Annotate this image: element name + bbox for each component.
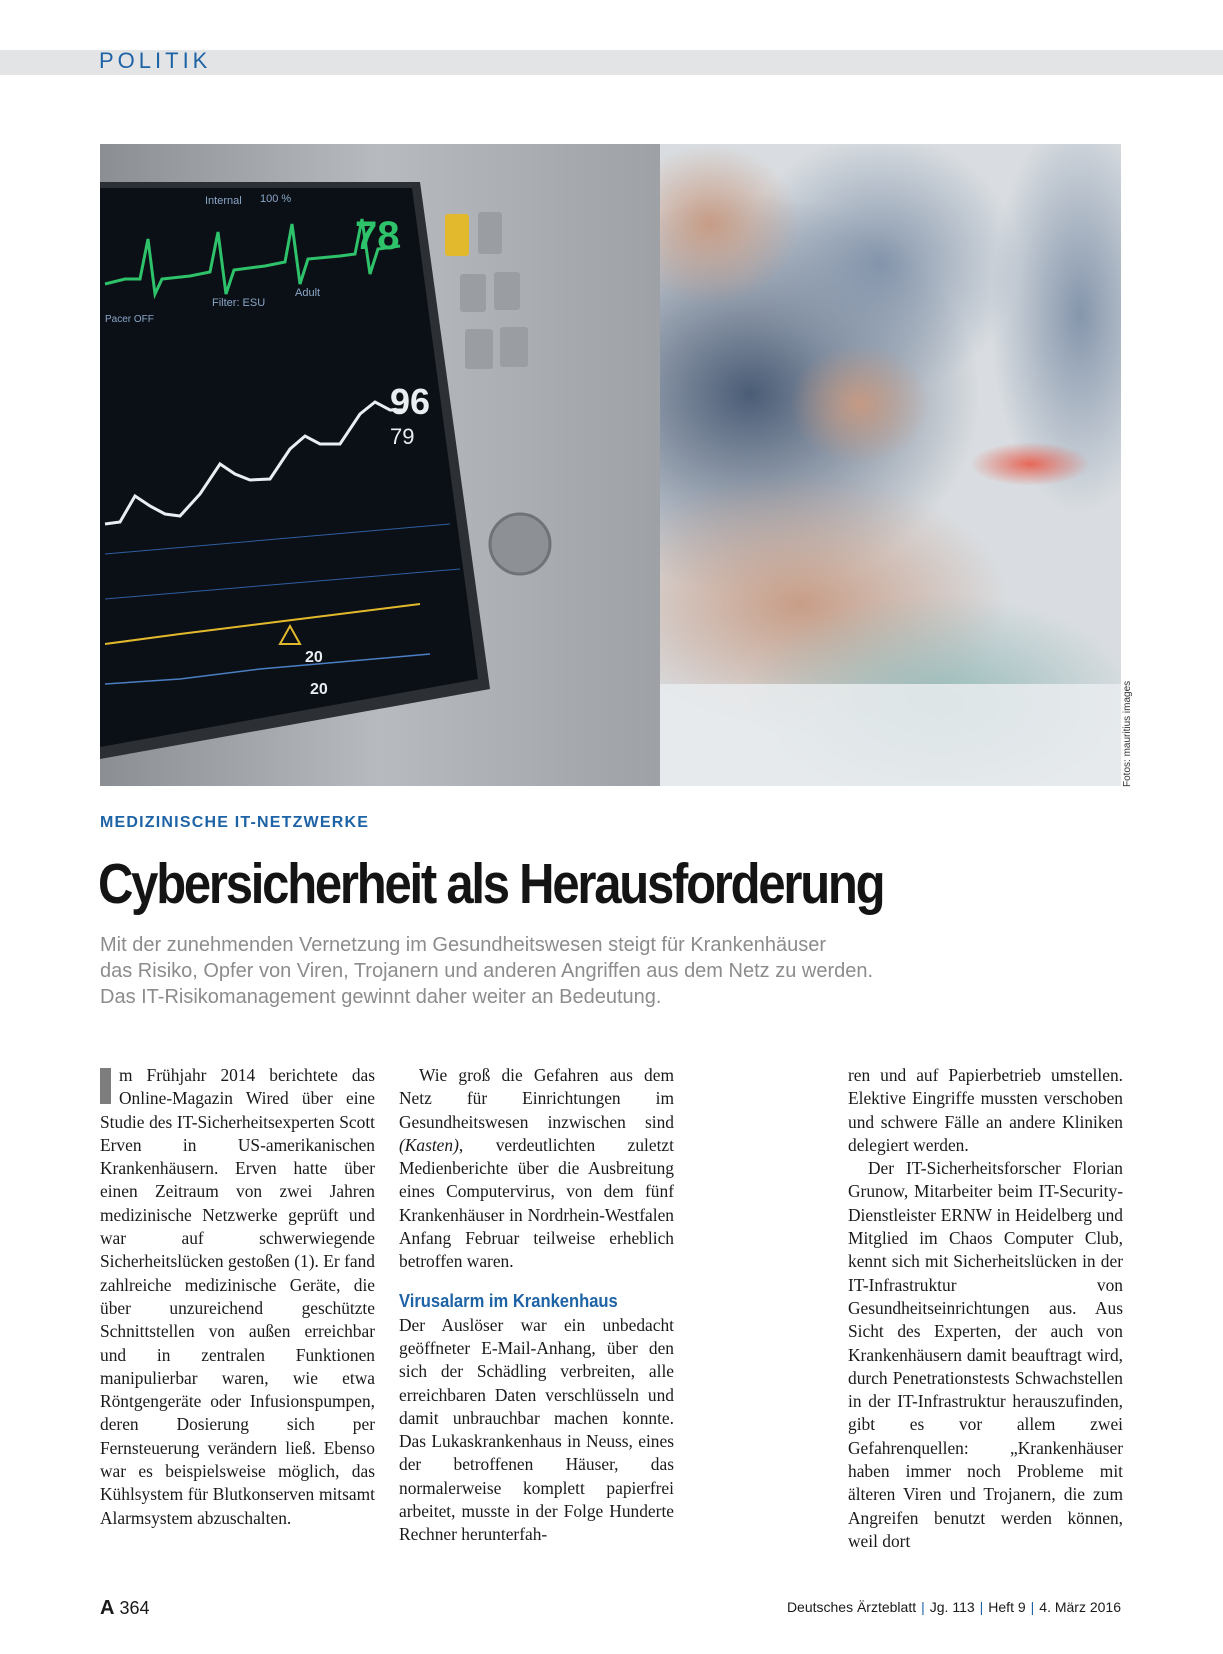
text-column-2 — [399, 1064, 674, 1547]
monitor-filter-label: Filter: ESU — [212, 297, 266, 309]
page-prefix: A — [100, 1597, 115, 1619]
subheading: Virusalarm im Krankenhaus — [399, 1290, 618, 1311]
section-label: POLITIK — [99, 48, 212, 73]
monitor-internal-label: Internal — [205, 195, 242, 207]
body-paragraph: Der Auslöser war ein unbedacht geöffneter E-Mail-Anhang, über den sich der Schädling verbreiten, alle erreichbaren Daten verschlüsseln und damit unbrauchbar machen konnte. Das Lukaskrankenhaus in Neuss, eines der betroffenen Häuser, das normalerweise komplett papierfrei arbeitet, musste in der Folge Hunderte Rechner herunterfah- — [399, 1314, 674, 1545]
text-column-1 — [100, 1064, 375, 1530]
page-number — [100, 1597, 150, 1620]
hr-readout: 78 — [355, 214, 400, 258]
paragraph-text: m Frühjahr 2014 berichtete das Online-Magazin Wired über eine Studie des IT-Sicherheitsexperten Scott Erven in US-amerikanischen Krankenhäusern. Erven hatte über einen Zeitraum von zwei Jahren medizinische Netzwerke geprüft und war auf schwerwiegende Sicherheitslücken gestoßen (1). Er fand zahlreiche medizinische Geräte, die über unzureichend geschützte Schnittstellen von außen erreichbar und in zentralen Funktionen manipulierbar waren, wie etwa Röntgengeräte oder Infusionspumpen, deren Dosierung sich per Fernsteuerung verändern ließ. Ebenso war es beispielsweise möglich, das Kühlsystem für Blutkonserven mitsamt Alarmsystem abzuschalten. — [100, 1065, 375, 1528]
lead-line: Mit der zunehmenden Vernetzung im Gesundheitswesen steigt für Krankenhäuser — [100, 934, 826, 956]
box-reference: (Kasten) — [399, 1134, 459, 1155]
spo2-readout: 96 — [390, 381, 431, 422]
lead-line: das Risiko, Opfer von Viren, Trojanern und anderen Angriffen aus dem Netz zu werden. — [100, 960, 874, 982]
body-paragraph: ren und auf Papierbetrieb umstellen. Elektive Eingriffe mussten verschoben und schwere Fälle an andere Kliniken delegiert werden. — [848, 1065, 1123, 1155]
page-number-value: 364 — [119, 1598, 150, 1618]
article-photo — [100, 144, 1121, 786]
photo-credit: Fotos: mauritius images — [1122, 680, 1133, 787]
journal-issue: Heft 9 — [988, 1599, 1026, 1615]
lead-line: Das IT-Risikomanagement gewinnt daher weiter an Bedeutung. — [100, 986, 662, 1008]
journal-date: 4. März 2016 — [1039, 1599, 1121, 1615]
article-headline: Cybersicherheit als Herausforderung — [98, 852, 884, 916]
monitor-percent-label: 100 % — [260, 193, 292, 205]
article-lead — [100, 932, 1020, 1010]
journal-name: Deutsches Ärzteblatt — [786, 1599, 917, 1615]
monitor-value-1: 20 — [305, 649, 323, 666]
monitor-value-2: 20 — [310, 681, 328, 698]
monitor-illustration — [100, 144, 1121, 786]
monitor-pacer-label: Pacer OFF — [105, 314, 154, 325]
alarm-button-icon — [445, 214, 469, 256]
body-paragraph — [100, 1064, 375, 1530]
body-paragraph — [399, 1064, 674, 1274]
body-paragraph: Der IT-Sicherheitsforscher Florian Grunow, Mitarbeiter beim IT-Security-Dienstleister ERNW in Heidelberg und Mitglied im Chaos Computer Club, kennt sich mit Sicherheitslücken in der IT-Infrastruktur von Gesundheitseinrichtungen aus. Aus Sicht des Experten, der auch von Krankenhäusern damit beauftragt wird, durch Penetrationstests Schwachstellen in der IT-Infrastruktur herauszufinden, gibt es vor allem zwei Gefahrenquellen: „Krankenhäuser haben immer noch Probleme mit älteren Viren und Trojanern, die zum Angreifen benutzt werden können, weil dort — [848, 1158, 1123, 1551]
rotary-knob-icon — [490, 514, 550, 574]
text-column-3 — [848, 1064, 1123, 1553]
article-kicker: MEDIZINISCHE IT-NETZWERKE — [100, 814, 370, 831]
journal-volume: Jg. 113 — [929, 1599, 975, 1615]
paragraph-text: , verdeutlichten zuletzt Medienberichte über die Ausbreitung eines Computervirus, von dem fünf Krankenhäuser in Nordrhein-Westfalen Anfang Februar teilweise erheblich betroffen waren. — [399, 1134, 674, 1272]
paragraph-text: Wie groß die Gefahren aus dem Netz für Einrichtungen im Gesundheitswesen inzwischen sind — [399, 1065, 674, 1132]
spo2-sub-readout: 79 — [390, 424, 415, 449]
journal-footer: Deutsches Ärzteblatt | Jg. 113 | Heft 9 | 4. März 2016 — [786, 1599, 1121, 1615]
monitor-adult-label: Adult — [295, 287, 321, 299]
drop-cap-bar — [100, 1068, 111, 1104]
